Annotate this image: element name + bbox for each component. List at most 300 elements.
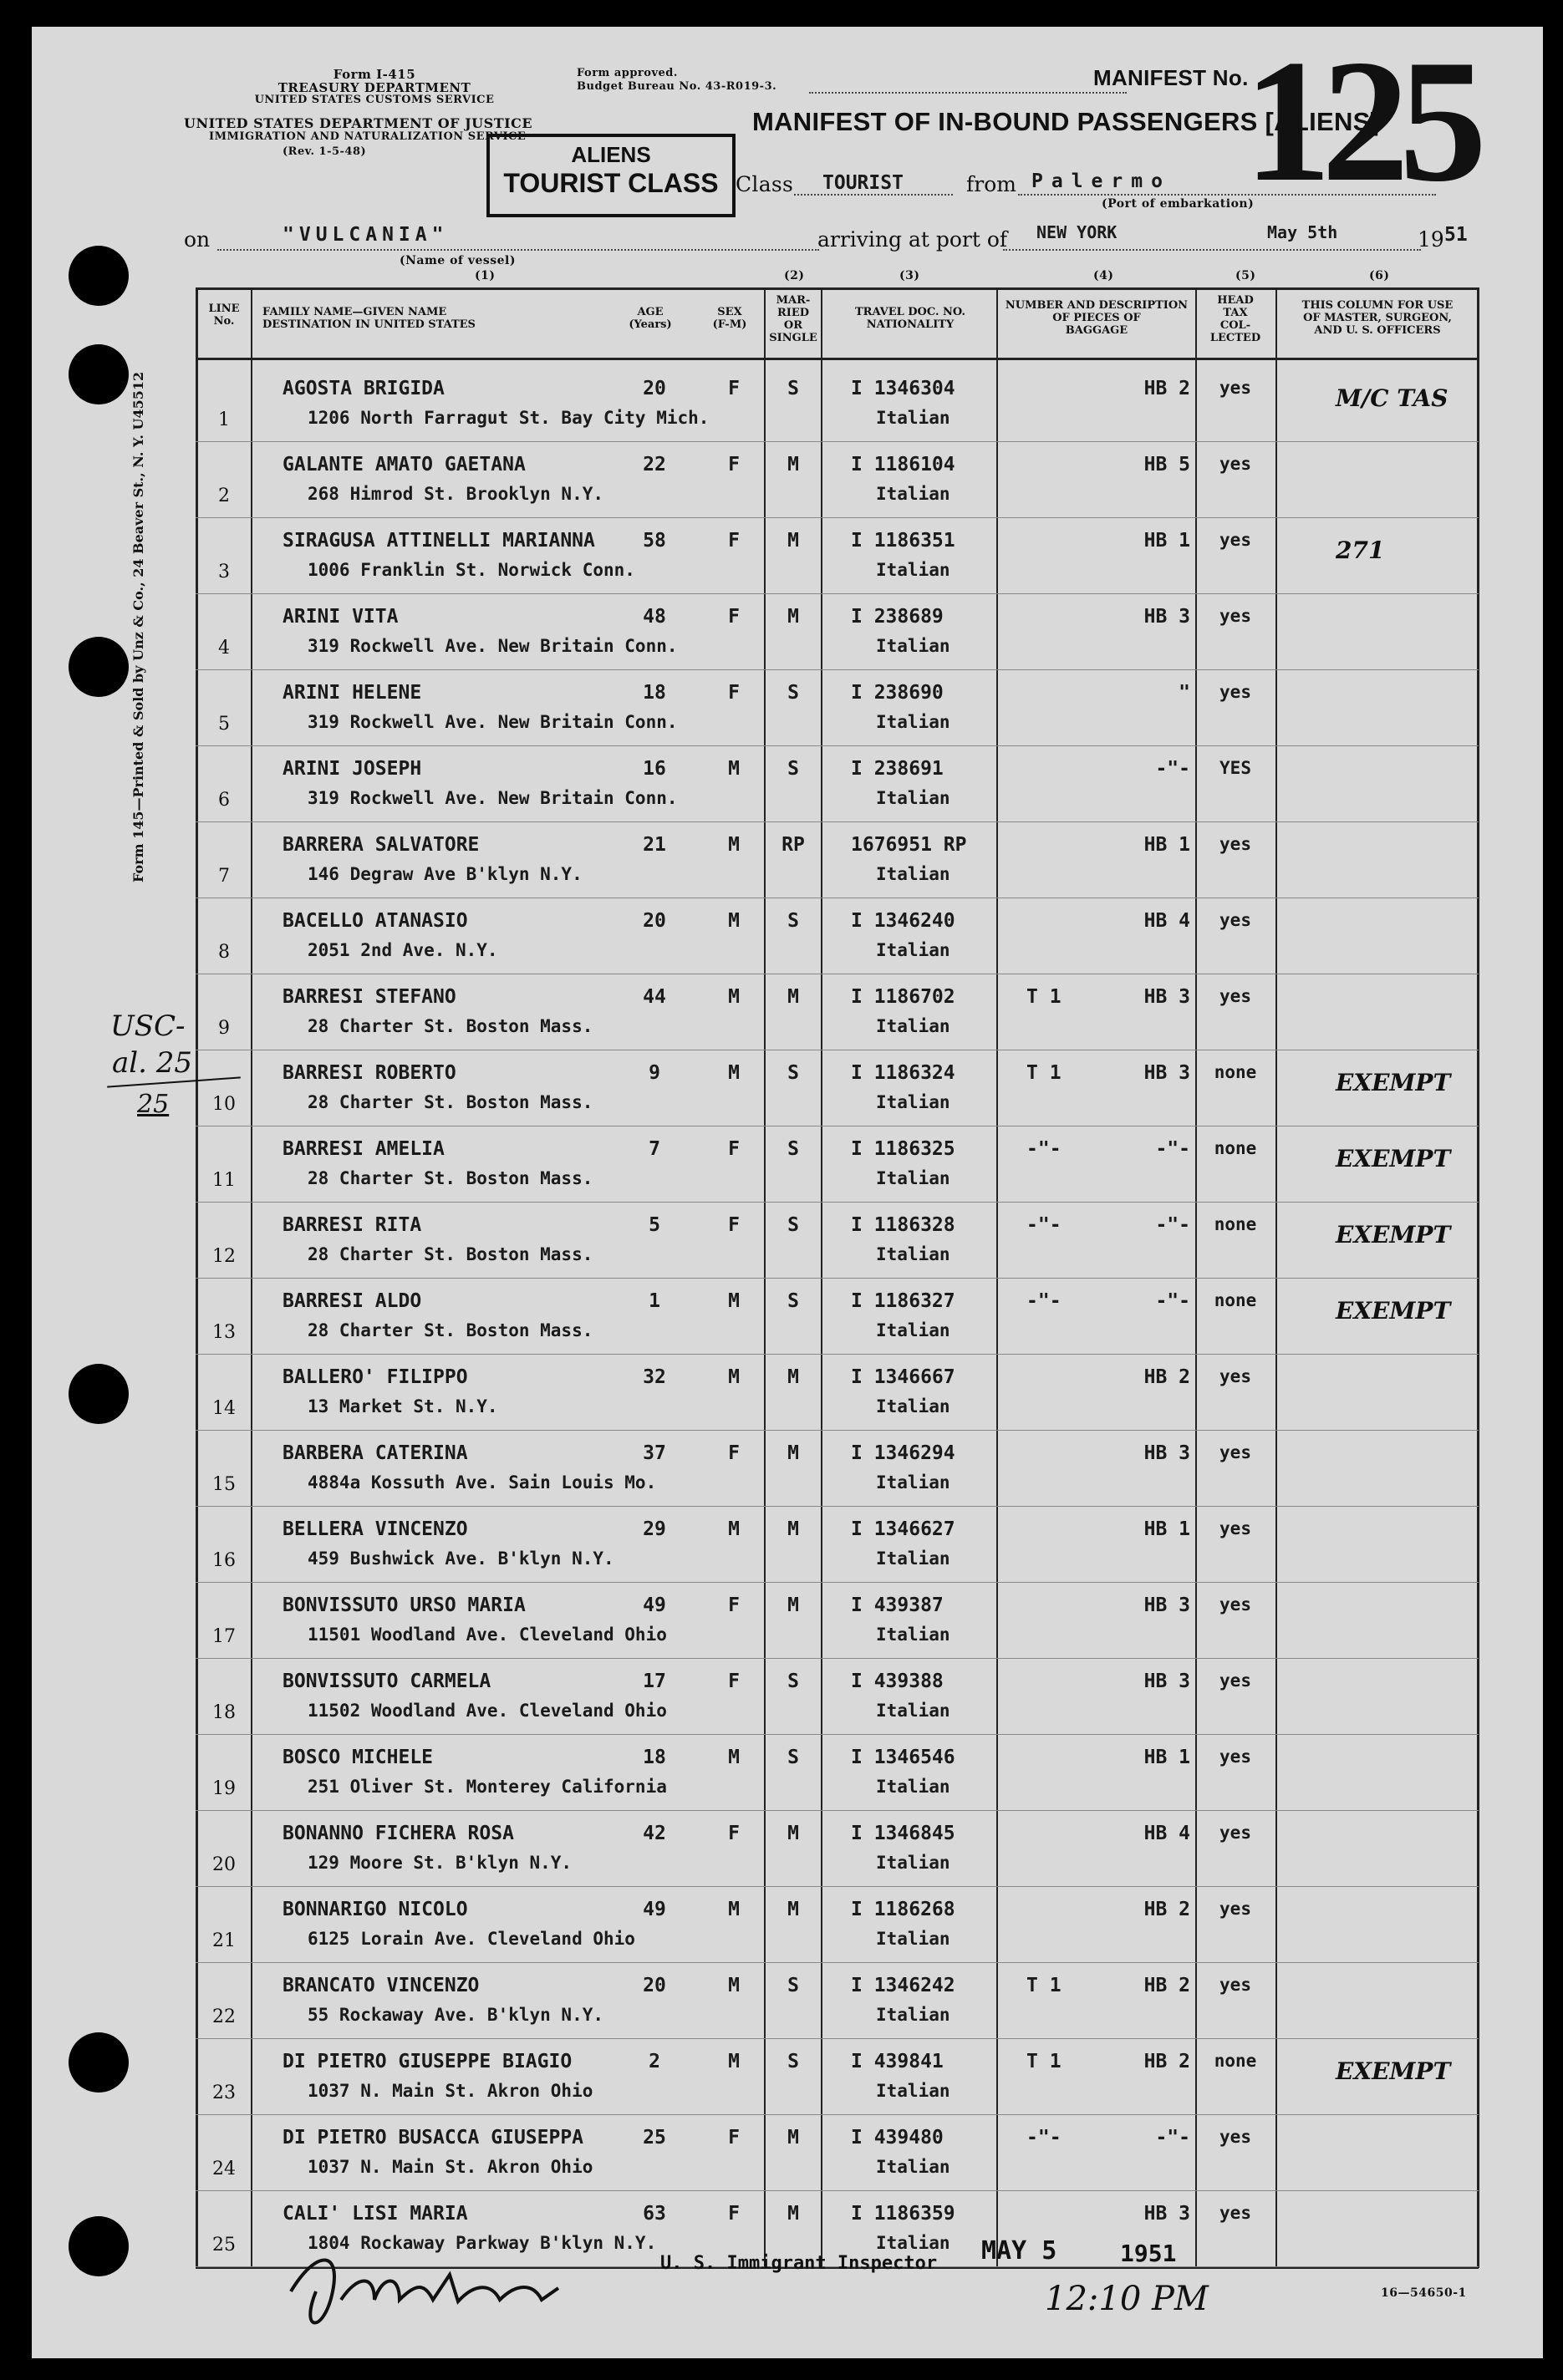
arrival-port: NEW YORK [1036,222,1118,242]
passenger-sex: M [728,1975,740,1996]
printer-side-text: Form 145—Printed & Sold by Unz & Co., 24 Beaver St., N. Y. U45512 [130,371,146,882]
rev-label: (Rev. 1-5-48) [283,145,367,158]
baggage-count: HB 3 [1143,1594,1190,1616]
travel-doc-number: I 1346294 [851,1442,955,1464]
passenger-married: RP [782,834,805,856]
nationality: Italian [876,1244,950,1264]
row-line-number: 11 [212,1170,236,1191]
baggage-count: HB 1 [1143,530,1190,552]
baggage-count: HB 1 [1143,834,1190,856]
passenger-sex: F [728,378,740,399]
passenger-name: BELLERA VINCENZO [283,1518,468,1540]
header-officers: THIS COLUMN FOR USE OF MASTER, SURGEON, AND U. S. OFFICERS [1301,299,1454,337]
trunk-count: -"- [1026,1214,1062,1236]
passenger-sex: M [728,1062,740,1084]
passenger-married: S [787,1138,799,1160]
passenger-age: 58 [643,530,666,552]
passenger-name: BONANNO FICHERA ROSA [283,1823,514,1844]
passenger-sex: M [728,1899,740,1920]
table-row [196,669,1479,670]
table-row [196,2190,1479,2191]
passenger-sex: F [728,682,740,704]
table-row [196,1658,1479,1659]
nationality: Italian [876,1853,950,1873]
from-value: Palermo [1031,170,1171,192]
passenger-address: 1804 Rockaway Parkway B'klyn N.Y. [308,2233,657,2253]
passenger-address: 11502 Woodland Ave. Cleveland Ohio [308,1701,667,1721]
head-tax: yes [1219,1366,1251,1386]
passenger-address: 28 Charter St. Boston Mass. [308,1320,593,1340]
table-row [196,1886,1479,1887]
row-line-number: 9 [218,1018,230,1039]
travel-doc-number: I 1346546 [851,1747,955,1768]
passenger-age: 16 [643,758,666,780]
footer-code: 16—54650-1 [1381,2286,1467,2300]
passenger-name: ARINI HELENE [283,682,422,704]
passenger-address: 459 Bushwick Ave. B'klyn N.Y. [308,1549,614,1569]
passenger-address: 251 Oliver St. Monterey California [308,1777,667,1797]
binder-hole-1 [69,246,129,306]
table-row [196,1810,1479,1811]
passenger-address: 13 Market St. N.Y. [308,1396,498,1416]
nationality: Italian [876,1320,950,1340]
col-5-marker: (5) [1235,269,1256,282]
nationality: Italian [876,2081,950,2101]
manifest-no-label: MANIFEST No. [1093,65,1249,90]
head-tax: yes [1219,454,1251,474]
aliens-tourist-class-stamp [486,134,736,217]
baggage-count: HB 2 [1143,1366,1190,1388]
passenger-address: 28 Charter St. Boston Mass. [308,1168,593,1188]
row-line-number: 16 [212,1550,236,1571]
nationality: Italian [876,484,950,504]
table-row [196,1734,1479,1735]
row-line-number: 22 [212,2006,236,2027]
binder-hole-6 [69,2216,129,2276]
row-line-number: 25 [212,2235,236,2255]
passenger-name: BARRESI STEFANO [283,986,456,1008]
passenger-age: 17 [643,1671,666,1692]
travel-doc-number: I 439387 [851,1594,944,1616]
baggage-count: HB 2 [1143,1899,1190,1920]
stamp-date: MAY 5 [981,2236,1057,2266]
nationality: Italian [876,1168,950,1188]
passenger-age: 29 [643,1518,666,1540]
manifest-page [32,27,1543,2358]
travel-doc-number: I 1346240 [851,910,955,932]
passenger-address: 28 Charter St. Boston Mass. [308,1244,593,1264]
nationality: Italian [876,408,950,428]
head-tax: yes [1219,986,1251,1006]
passenger-age: 21 [643,834,666,856]
manifest-title: MANIFEST OF IN-BOUND PASSENGERS [ALIENS] [752,107,1380,136]
passenger-married: M [787,1899,799,1920]
budget-bureau: Budget Bureau No. 43-R019-3. [577,80,777,93]
row-line-number: 18 [212,1702,236,1723]
row-line-number: 3 [218,562,230,582]
passenger-address: 1037 N. Main St. Akron Ohio [308,2157,593,2177]
passenger-address: 55 Rockaway Ave. B'klyn N.Y. [308,2005,604,2025]
arrival-date: May 5th [1267,222,1338,242]
passenger-age: 2 [649,2051,660,2072]
arriving-label: arriving at port of [817,227,1008,252]
nationality: Italian [876,940,950,960]
passenger-address: 28 Charter St. Boston Mass. [308,1016,593,1036]
passenger-sex: F [728,1594,740,1616]
margin-note-al: al. 25 [112,1046,193,1080]
passenger-name: CALI' LISI MARIA [283,2203,468,2225]
passenger-married: M [787,454,799,475]
row-line-number: 1 [218,409,230,430]
trunk-count: -"- [1026,2127,1062,2149]
travel-doc-number: I 1346627 [851,1518,955,1540]
passenger-married: M [787,2203,799,2225]
class-label: Class [736,172,794,196]
baggage-count: HB 2 [1143,2051,1190,2072]
head-tax: yes [1219,1823,1251,1843]
passenger-name: DI PIETRO BUSACCA GIUSEPPA [283,2127,584,2149]
nationality: Italian [876,712,950,732]
row-line-number: 5 [218,714,230,735]
stamp-line-2: TOURIST CLASS [503,168,719,198]
col-4-marker: (4) [1093,269,1114,282]
passenger-name: BONVISSUTO CARMELA [283,1671,491,1692]
vessel-name: "VULCANIA" [283,224,449,246]
passenger-married: M [787,1442,799,1464]
travel-doc-number: I 1186104 [851,454,955,475]
passenger-sex: M [728,986,740,1008]
row-line-number: 13 [212,1322,236,1343]
head-tax: yes [1219,1747,1251,1767]
header-travel-doc: TRAVEL DOC. NO. NATIONALITY [854,306,966,331]
passenger-address: 146 Degraw Ave B'klyn N.Y. [308,864,583,884]
travel-doc-number: I 238691 [851,758,944,780]
passenger-name: BARBERA CATERINA [283,1442,468,1464]
baggage-count: -"- [1155,1290,1190,1312]
baggage-count: HB 3 [1143,1062,1190,1084]
table-row [196,441,1479,442]
travel-doc-number: 1676951 RP [851,834,967,856]
inspector-signature [283,2241,634,2325]
nationality: Italian [876,1777,950,1797]
row-line-number: 7 [218,866,230,887]
officer-note: EXEMPT [1336,1069,1451,1096]
passenger-age: 20 [643,1975,666,1996]
year-suffix: 51 [1444,224,1468,246]
head-tax: none [1214,2051,1257,2071]
table-row [196,745,1479,746]
stamp-line-1: ALIENS [571,142,651,167]
nationality: Italian [876,2233,950,2253]
row-line-number: 24 [212,2159,236,2179]
travel-doc-number: I 1186328 [851,1214,955,1236]
ins-label: IMMIGRATION AND NATURALIZATION SERVICE [209,130,527,143]
row-line-number: 8 [218,942,230,963]
head-tax: yes [1219,2127,1251,2147]
passenger-married: M [787,986,799,1008]
row-line-number: 19 [212,1778,236,1799]
row-line-number: 4 [218,638,230,659]
row-line-number: 15 [212,1474,236,1495]
customs-label: UNITED STATES CUSTOMS SERVICE [254,94,495,106]
table-row [196,1202,1479,1203]
travel-doc-number: I 1346667 [851,1366,955,1388]
passenger-address: 319 Rockwell Ave. New Britain Conn. [308,636,678,656]
baggage-count: -"- [1155,758,1190,780]
baggage-count: HB 1 [1143,1747,1190,1768]
travel-doc-number: I 238690 [851,682,944,704]
passenger-address: 6125 Lorain Ave. Cleveland Ohio [308,1929,635,1949]
passenger-married: M [787,2127,799,2149]
passenger-age: 48 [643,606,666,628]
table-row [196,1278,1479,1279]
baggage-count: HB 2 [1143,378,1190,399]
passenger-sex: F [728,2127,740,2149]
header-married: MAR- RIED OR SINGLE [769,294,817,344]
passenger-married: M [787,1518,799,1540]
trunk-count: -"- [1026,1290,1062,1312]
col-1-marker: (1) [475,269,496,282]
passenger-married: S [787,758,799,780]
from-label: from [966,172,1016,196]
nationality: Italian [876,1625,950,1645]
header-age: AGE (Years) [629,306,672,331]
passenger-age: 9 [649,1062,660,1084]
passenger-name: BRANCATO VINCENZO [283,1975,480,1996]
nationality: Italian [876,1701,950,1721]
passenger-sex: F [728,530,740,552]
passenger-age: 44 [643,986,666,1008]
head-tax: yes [1219,1671,1251,1691]
passenger-name: BALLERO' FILIPPO [283,1366,468,1388]
passenger-age: 20 [643,378,666,399]
travel-doc-number: I 1346845 [851,1823,955,1844]
nationality: Italian [876,1929,950,1949]
head-tax: none [1214,1062,1257,1082]
passenger-sex: M [728,758,740,780]
margin-note-usc: USC- [110,1009,186,1043]
inspector-label: U. S. Immigrant Inspector [660,2253,938,2274]
header-baggage: NUMBER AND DESCRIPTION OF PIECES OF BAGGAGE [1005,299,1189,337]
travel-doc-number: I 1186325 [851,1138,955,1160]
binder-hole-4 [69,1364,129,1424]
table-row [196,2038,1479,2039]
passenger-sex: F [728,1138,740,1160]
passenger-married: S [787,1975,799,1996]
header-line-no: LINE No. [208,303,240,328]
passenger-age: 20 [643,910,666,932]
table-row [196,593,1479,594]
officer-note: M/C TAS [1336,384,1448,412]
margin-note-25: 25 [137,1090,170,1119]
col-2-marker: (2) [784,269,805,282]
table-row [196,1506,1479,1507]
head-tax: none [1214,1290,1257,1310]
passenger-name: ARINI VITA [283,606,399,628]
trunk-count: T 1 [1026,1062,1062,1084]
baggage-count: HB 1 [1143,1518,1190,1540]
travel-doc-number: I 439480 [851,2127,944,2149]
head-tax: yes [1219,1442,1251,1462]
passenger-sex: F [728,1671,740,1692]
head-tax: yes [1219,378,1251,398]
row-line-number: 10 [212,1094,236,1115]
nationality: Italian [876,560,950,580]
nationality: Italian [876,1472,950,1493]
passenger-married: S [787,1062,799,1084]
header-name: FAMILY NAME—GIVEN NAME DESTINATION IN UNITED STATES [262,306,476,331]
head-tax: yes [1219,2203,1251,2223]
baggage-count: HB 3 [1143,1442,1190,1464]
passenger-sex: F [728,1442,740,1464]
head-tax: yes [1219,1975,1251,1995]
travel-doc-number: I 439841 [851,2051,944,2072]
passenger-sex: M [728,834,740,856]
passenger-address: 319 Rockwell Ave. New Britain Conn. [308,788,678,808]
passenger-age: 25 [643,2127,666,2149]
baggage-count: HB 4 [1143,910,1190,932]
binder-hole-2 [69,344,129,404]
nationality: Italian [876,788,950,808]
year-prefix: 19 [1418,227,1444,252]
passenger-address: 319 Rockwell Ave. New Britain Conn. [308,712,678,732]
passenger-address: 4884a Kossuth Ave. Sain Louis Mo. [308,1472,657,1493]
row-line-number: 14 [212,1398,236,1419]
form-approved: Form approved. [577,67,678,79]
passenger-name: AGOSTA BRIGIDA [283,378,445,399]
head-tax: yes [1219,1899,1251,1919]
passenger-sex: F [728,606,740,628]
travel-doc-number: I 1186327 [851,1290,955,1312]
nationality: Italian [876,1396,950,1416]
travel-doc-number: I 1346242 [851,1975,955,1996]
nationality: Italian [876,1549,950,1569]
travel-doc-number: I 1186351 [851,530,955,552]
table-row [196,2114,1479,2115]
head-tax: yes [1219,910,1251,930]
stamp-year: 1951 [1120,2240,1177,2267]
passenger-name: BOSCO MICHELE [283,1747,434,1768]
passenger-sex: M [728,910,740,932]
passenger-sex: F [728,2203,740,2225]
passenger-age: 49 [643,1594,666,1616]
row-line-number: 12 [212,1246,236,1267]
passenger-age: 18 [643,682,666,704]
passenger-married: S [787,1747,799,1768]
passenger-age: 49 [643,1899,666,1920]
col-6-marker: (6) [1369,269,1390,282]
travel-doc-number: I 1186324 [851,1062,955,1084]
row-line-number: 23 [212,2082,236,2103]
passenger-sex: F [728,1823,740,1844]
officer-note: EXEMPT [1336,1221,1451,1248]
passenger-address: 28 Charter St. Boston Mass. [308,1092,593,1112]
passenger-age: 7 [649,1138,660,1160]
passenger-name: BARRESI ROBERTO [283,1062,456,1084]
travel-doc-number: I 1186359 [851,2203,955,2225]
row-line-number: 17 [212,1626,236,1647]
table-row [196,1962,1479,1963]
nationality: Italian [876,2157,950,2177]
passenger-sex: M [728,1290,740,1312]
passenger-sex: F [728,454,740,475]
travel-doc-number: I 1186702 [851,986,955,1008]
binder-hole-3 [69,637,129,697]
passenger-name: SIRAGUSA ATTINELLI MARIANNA [283,530,595,552]
passenger-name: BARRESI AMELIA [283,1138,445,1160]
officer-note: 271 [1336,537,1385,564]
head-tax: yes [1219,682,1251,702]
officer-note: EXEMPT [1336,1145,1451,1172]
passenger-sex: M [728,1366,740,1388]
passenger-name: BONNARIGO NICOLO [283,1899,468,1920]
passenger-address: 129 Moore St. B'klyn N.Y. [308,1853,573,1873]
passenger-sex: M [728,1518,740,1540]
row-line-number: 6 [218,790,230,811]
row-line-number: 21 [212,1930,236,1951]
passenger-name: GALANTE AMATO GAETANA [283,454,526,475]
binder-hole-5 [69,2032,129,2093]
port-embark-label: (Port of embarkation) [1102,197,1255,211]
passenger-married: S [787,1671,799,1692]
head-tax: yes [1219,606,1251,626]
travel-doc-number: I 238689 [851,606,944,628]
table-row [196,1582,1479,1583]
passenger-married: S [787,2051,799,2072]
justice-label: UNITED STATES DEPARTMENT OF JUSTICE [184,115,533,131]
passenger-age: 42 [643,1823,666,1844]
passenger-age: 22 [643,454,666,475]
passenger-address: 2051 2nd Ave. N.Y. [308,940,498,960]
baggage-count: -"- [1155,1214,1190,1236]
baggage-count: " [1179,682,1190,704]
passenger-married: S [787,910,799,932]
row-line-number: 2 [218,486,230,506]
head-tax: YES [1219,758,1251,778]
passenger-address: 1006 Franklin St. Norwick Conn. [308,560,635,580]
passenger-address: 1037 N. Main St. Akron Ohio [308,2081,593,2101]
passenger-married: S [787,378,799,399]
nationality: Italian [876,636,950,656]
table-row [196,821,1479,822]
travel-doc-number: I 439388 [851,1671,944,1692]
passenger-married: M [787,606,799,628]
officer-note: EXEMPT [1336,1297,1451,1325]
baggage-count: HB 5 [1143,454,1190,475]
trunk-count: T 1 [1026,1975,1062,1996]
baggage-count: HB 3 [1143,1671,1190,1692]
passenger-sex: F [728,1214,740,1236]
row-line-number: 20 [212,1854,236,1875]
arrival-time: 12:10 PM [1045,2280,1209,2318]
nationality: Italian [876,864,950,884]
col-3-marker: (3) [899,269,920,282]
passenger-married: M [787,1823,799,1844]
passenger-married: M [787,1594,799,1616]
travel-doc-number: I 1186268 [851,1899,955,1920]
passenger-name: ARINI JOSEPH [283,758,422,780]
head-tax: yes [1219,530,1251,550]
baggage-count: -"- [1155,1138,1190,1160]
header-head-tax: HEAD TAX COL- LECTED [1209,294,1261,344]
head-tax: yes [1219,834,1251,854]
passenger-name: BARRERA SALVATORE [283,834,480,856]
head-tax: none [1214,1214,1257,1234]
passenger-sex: M [728,1747,740,1768]
trunk-count: T 1 [1026,986,1062,1008]
form-number: Form I-415 [333,67,416,82]
passenger-age: 63 [643,2203,666,2225]
